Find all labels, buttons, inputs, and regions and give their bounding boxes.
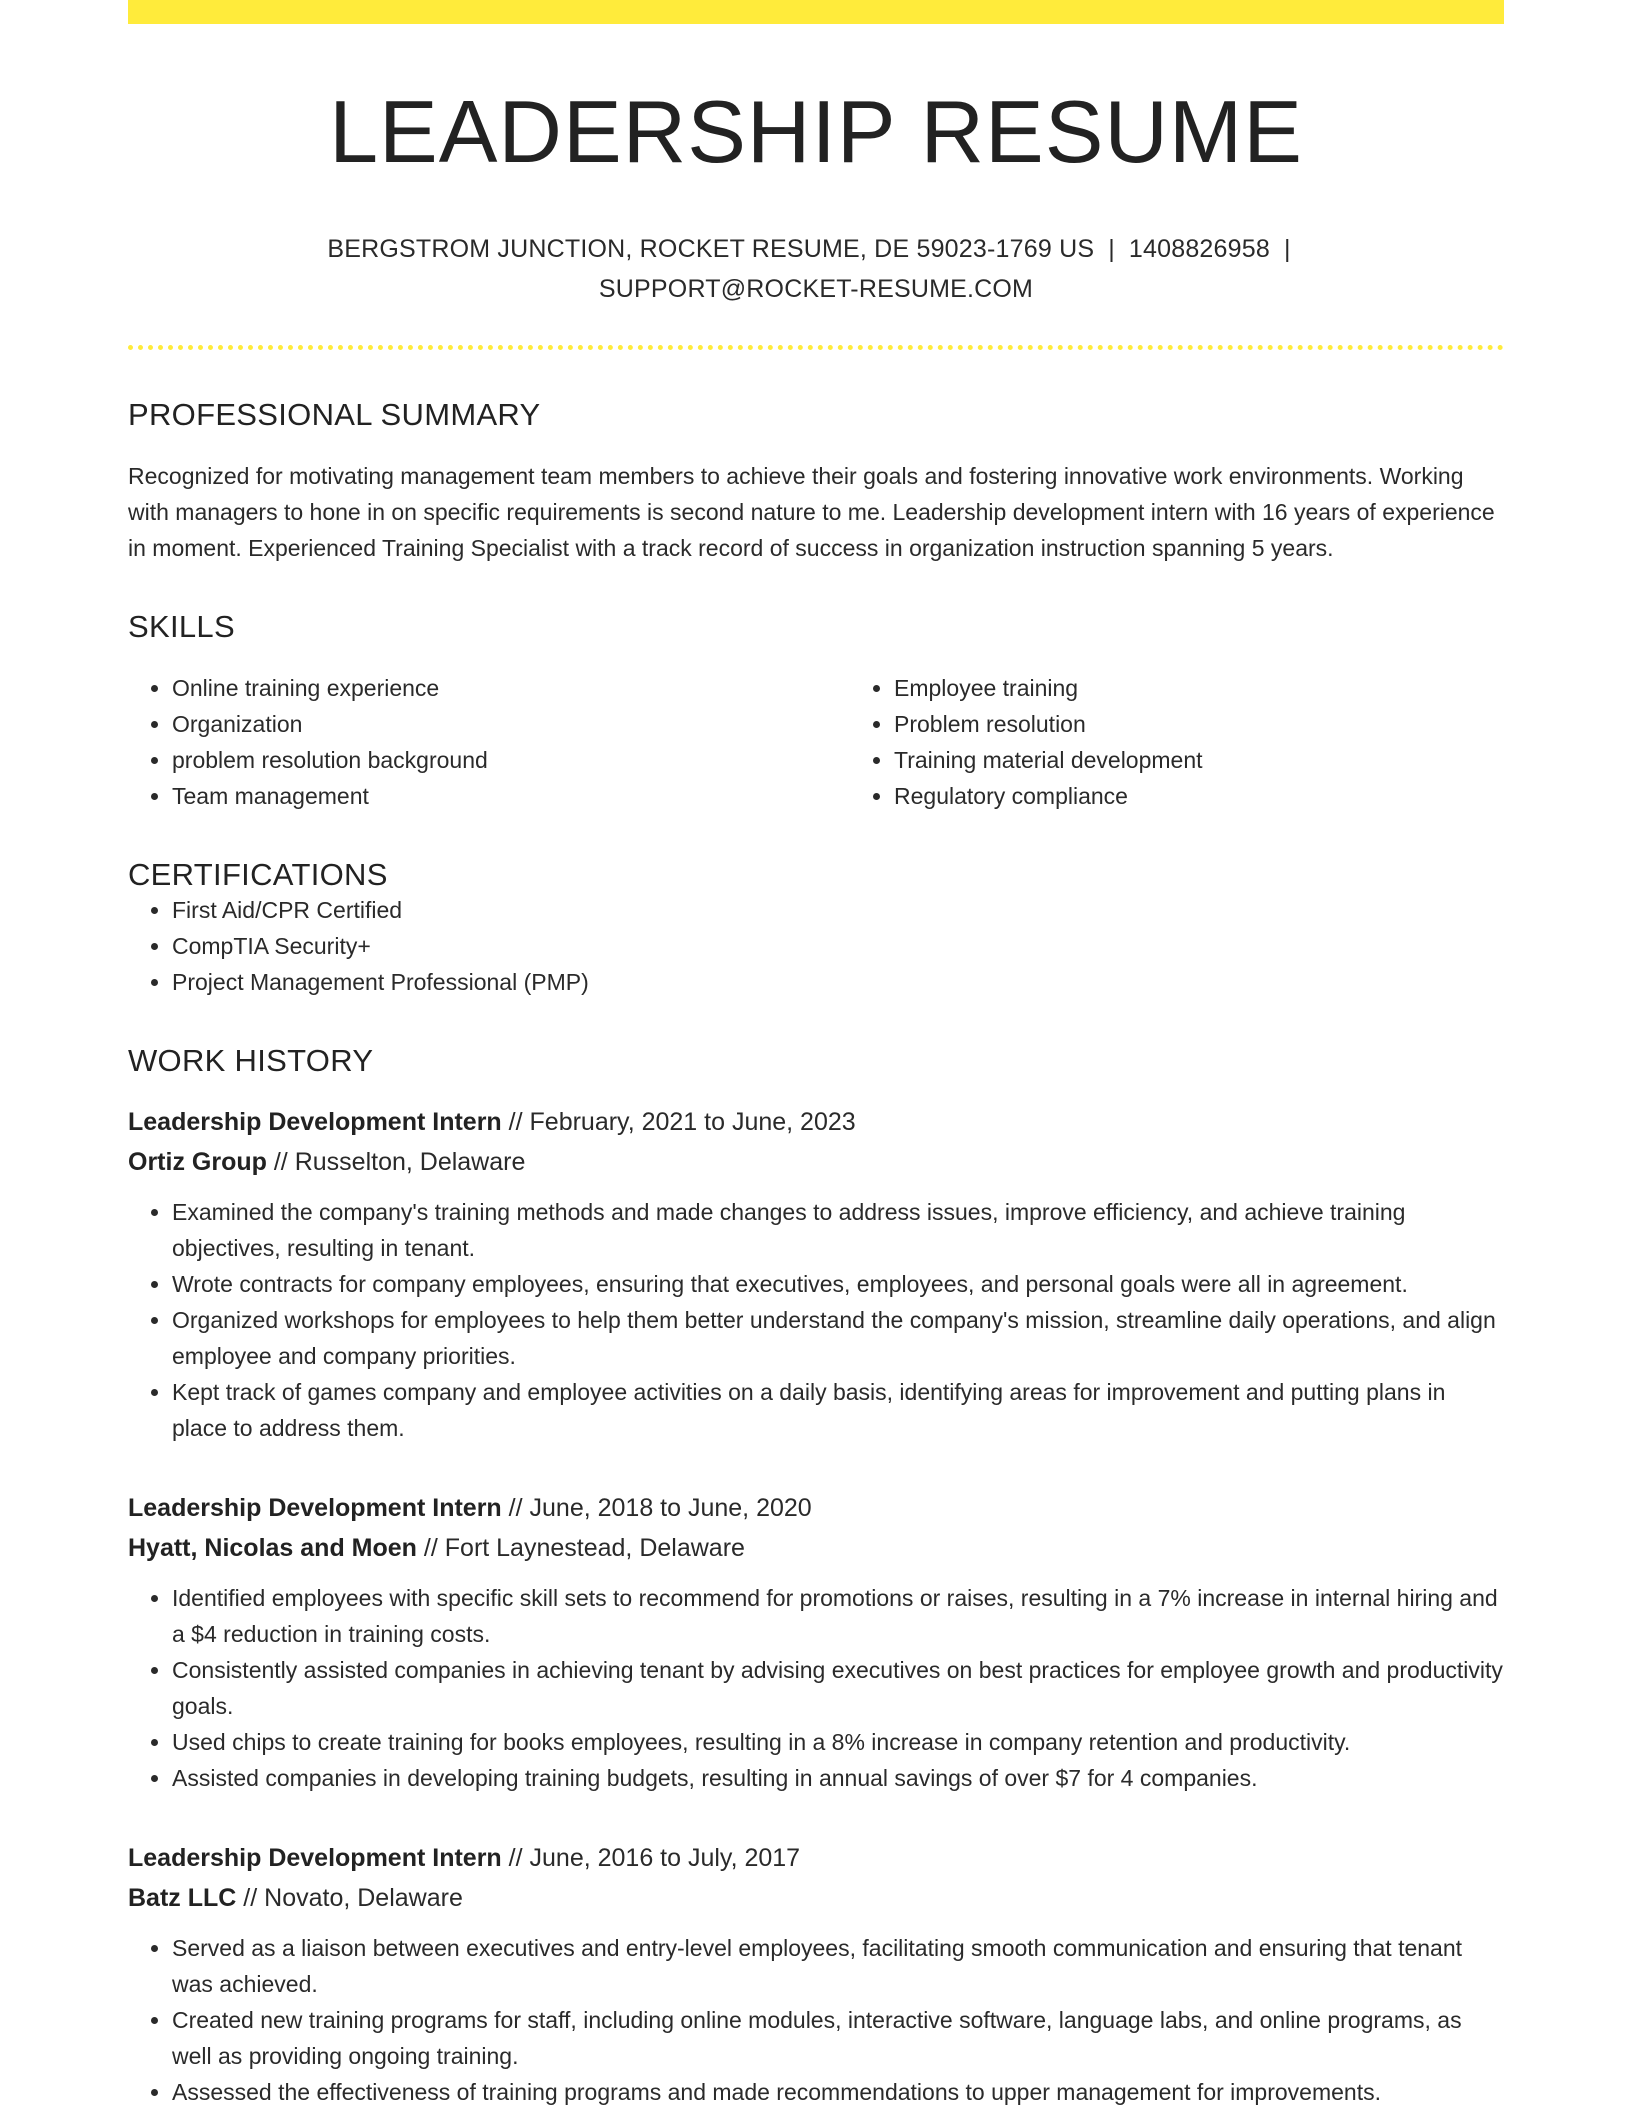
job-dates: June, 2016 to July, 2017 [529,1844,801,1873]
job-bullet: • Examined the company's training methods and made changes to address issues, improve efficiency, and achieve training objectives, resulting in tenant. [172,1194,1504,1266]
certification-item: • First Aid/CPR Certified [172,892,1504,928]
job-bullets [128,1930,1504,2110]
dotted-divider [128,345,1504,350]
job-separator: // [243,1884,258,1913]
job-bullet: • Assisted companies in developing training budgets, resulting in annual savings of over $7 for 4 companies. [172,1760,1504,1796]
resume-page [128,0,1504,2110]
section-title-skills: SKILLS [128,608,235,644]
job-bullets [128,1194,1504,1446]
job-bullet: • Consistently assisted companies in achieving tenant by advising executives on best practices for employee growth and productivity goals. [172,1652,1504,1724]
job-bullet: • Organized workshops for employees to help them better understand the company's mission, streamline daily operations, and align employee and company priorities. [172,1302,1504,1374]
job-role-line [128,1838,1504,1878]
job-role: Leadership Development Intern [128,1494,502,1523]
job-dates: June, 2018 to June, 2020 [529,1494,812,1523]
job-company: Hyatt, Nicolas and Moen [128,1534,417,1563]
job-bullet: • Wrote contracts for company employees, ensuring that executives, employees, and personal goals were all in agreement. [172,1266,1504,1302]
skills-list-right [850,670,1572,814]
resume-title: LEADERSHIP RESUME [329,82,1303,181]
skill-item: • Online training experience [172,670,850,706]
job-role-line [128,1102,1504,1142]
job-entry [128,1488,1504,1796]
section-title-certifications: CERTIFICATIONS [128,856,388,892]
job-separator: // [508,1108,523,1137]
skill-item: • Team management [172,778,850,814]
job-bullet: • Kept track of games company and employee activities on a daily basis, identifying areas for improvement and putting plans in place to address them. [172,1374,1504,1446]
job-separator: // [508,1844,523,1873]
contact-info [316,229,1316,309]
contact-separator: | [1108,234,1115,263]
job-bullet: • Created new training programs for staff, including online modules, interactive software, language labs, and online programs, as well as providing ongoing training. [172,2002,1504,2074]
section-title-work-history: WORK HISTORY [128,1043,374,1079]
job-bullet: • Used chips to create training for books employees, resulting in a 8% increase in company retention and productivity. [172,1724,1504,1760]
job-entry [128,1102,1504,1446]
contact-phone: 1408826958 [1128,234,1270,263]
job-separator: // [508,1494,523,1523]
accent-top-bar [128,0,1504,24]
job-bullet: • Assessed the effectiveness of training programs and made recommendations to upper management for improvements. [172,2074,1504,2110]
job-location: Novato, Delaware [264,1884,463,1913]
job-company: Ortiz Group [128,1148,267,1177]
job-company: Batz LLC [128,1884,237,1913]
skill-item: • Problem resolution [894,706,1572,742]
skills-grid [128,670,1504,814]
skill-item: • Employee training [894,670,1572,706]
job-role: Leadership Development Intern [128,1108,502,1137]
certification-item: • CompTIA Security+ [172,928,1504,964]
job-role-line [128,1488,1504,1528]
job-bullets [128,1580,1504,1796]
skill-item: • Organization [172,706,850,742]
skill-item: • problem resolution background [172,742,850,778]
summary-text: Recognized for motivating management team members to achieve their goals and fostering innovative work environments. Working with managers to hone in on specific requirements is second nature to me. Leadership development intern with 16 years of experience in moment. Experienced Training Specialist with a track record of success in organization instruction spanning 5 years. [128,462,1495,561]
job-bullet: • Identified employees with specific skill sets to recommend for promotions or raises, resulting in a 7% increase in internal hiring and a $4 reduction in training costs. [172,1580,1504,1652]
skill-item: • Regulatory compliance [894,778,1572,814]
contact-email: SUPPORT@ROCKET-RESUME.COM [598,274,1034,303]
certifications-list [128,892,1504,1000]
skill-item: • Training material development [894,742,1572,778]
section-title-summary: PROFESSIONAL SUMMARY [128,396,541,432]
job-company-line [128,1528,1504,1568]
job-separator: // [423,1534,438,1563]
job-location: Fort Laynestead, Delaware [444,1534,745,1563]
job-company-line [128,1142,1504,1182]
job-bullet: • Served as a liaison between executives and entry-level employees, facilitating smooth communication and ensuring that tenant was achieved. [172,1930,1504,2002]
job-entry [128,1838,1504,2110]
job-separator: // [273,1148,288,1177]
skills-list-left [128,670,850,814]
contact-separator: | [1283,234,1291,263]
certification-item: • Project Management Professional (PMP) [172,964,1504,1000]
contact-address: BERGSTROM JUNCTION, ROCKET RESUME, DE 59023-1769 US [327,234,1095,263]
job-location: Russelton, Delaware [294,1148,526,1177]
job-dates: February, 2021 to June, 2023 [529,1108,856,1137]
job-role: Leadership Development Intern [128,1844,502,1873]
job-company-line [128,1878,1504,1918]
